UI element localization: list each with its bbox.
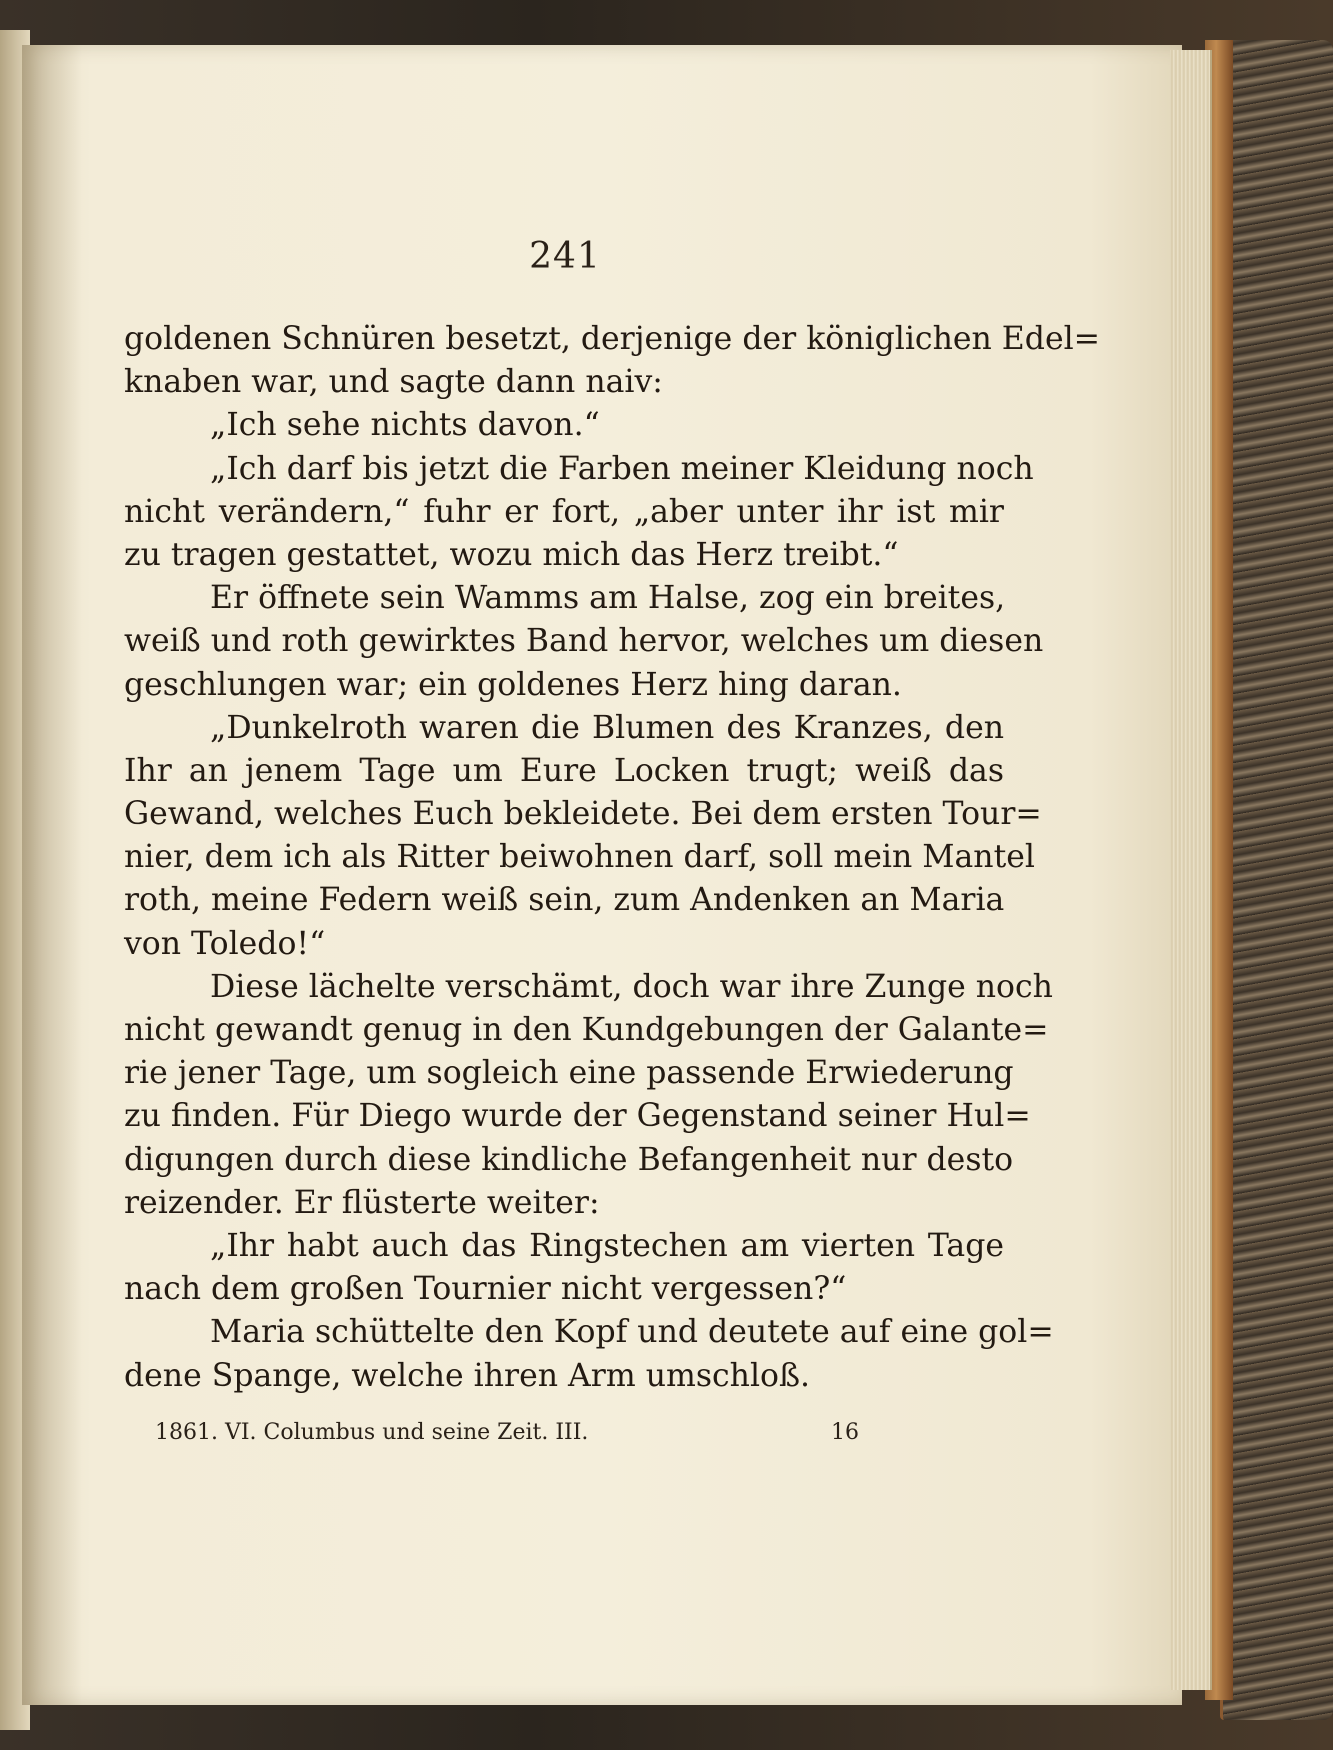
text-line: nicht verändern,“ fuhr er fort, „aber unter ihr ist mir [124, 493, 1004, 530]
text-line: geschlungen war; ein goldenes Herz hing daran. [124, 666, 902, 703]
text-line: „Ich sehe nichts davon.“ [210, 407, 600, 444]
text-line: „Ihr habt auch das Ringstechen am vierten Tage [210, 1227, 1004, 1264]
text-line: rie jener Tage, um sogleich eine passende Erwiederung [124, 1055, 1014, 1092]
text-line: roth, meine Federn weiß sein, zum Andenken an Maria [124, 882, 1005, 919]
text-line: dene Spange, welche ihren Arm umschloß. [124, 1357, 811, 1394]
body-text [124, 318, 1101, 1398]
text-line: Er öffnete sein Wamms am Halse, zog ein breites, [210, 580, 1006, 617]
text-line: Gewand, welches Euch bekleidete. Bei dem ersten Tour= [124, 796, 1042, 833]
page-stack-edge [1170, 50, 1212, 1690]
footer-sheet-number: 16 [831, 1420, 859, 1445]
text-line: digungen durch diese kindliche Befangenheit nur desto [124, 1141, 1014, 1178]
text-line: knaben war, und sagte dann naiv: [124, 364, 663, 401]
text-line: zu tragen gestattet, wozu mich das Herz treibt.“ [124, 536, 899, 573]
text-line: von Toledo!“ [124, 925, 326, 962]
text-line: reizender. Er flüsterte weiter: [124, 1184, 600, 1221]
text-line: goldenen Schnüren besetzt, derjenige der königlichen Edel= [124, 321, 1101, 357]
text-line: Diese lächelte verschämt, doch war ihre Zunge noch [210, 968, 1053, 1005]
text-line: „Ich darf bis jetzt die Farben meiner Kleidung noch [210, 450, 1034, 487]
text-line: zu finden. Für Diego wurde der Gegenstand seiner Hul= [124, 1098, 1031, 1135]
page-number: 241 [529, 236, 601, 277]
text-line: nicht gewandt genug in den Kundgebungen der Galante= [124, 1012, 1049, 1048]
text-line: Ihr an jenem Tage um Eure Locken trugt; weiß das [124, 752, 1004, 789]
text-line: „Dunkelroth waren die Blumen des Kranzes, den [210, 709, 1004, 746]
text-line: Maria schüttelte den Kopf und deutete auf eine gol= [210, 1314, 1054, 1351]
text-line: weiß und roth gewirktes Band hervor, welches um diesen [124, 623, 1044, 660]
footer-signature: 1861. VI. Columbus und seine Zeit. III. [155, 1420, 589, 1445]
text-line: nier, dem ich als Ritter beiwohnen darf, soll mein Mantel [124, 839, 1035, 876]
text-line: nach dem großen Tournier nicht vergessen?“ [124, 1271, 847, 1308]
book-spine-right [1220, 40, 1333, 1720]
gutter-shadow [22, 45, 82, 1705]
